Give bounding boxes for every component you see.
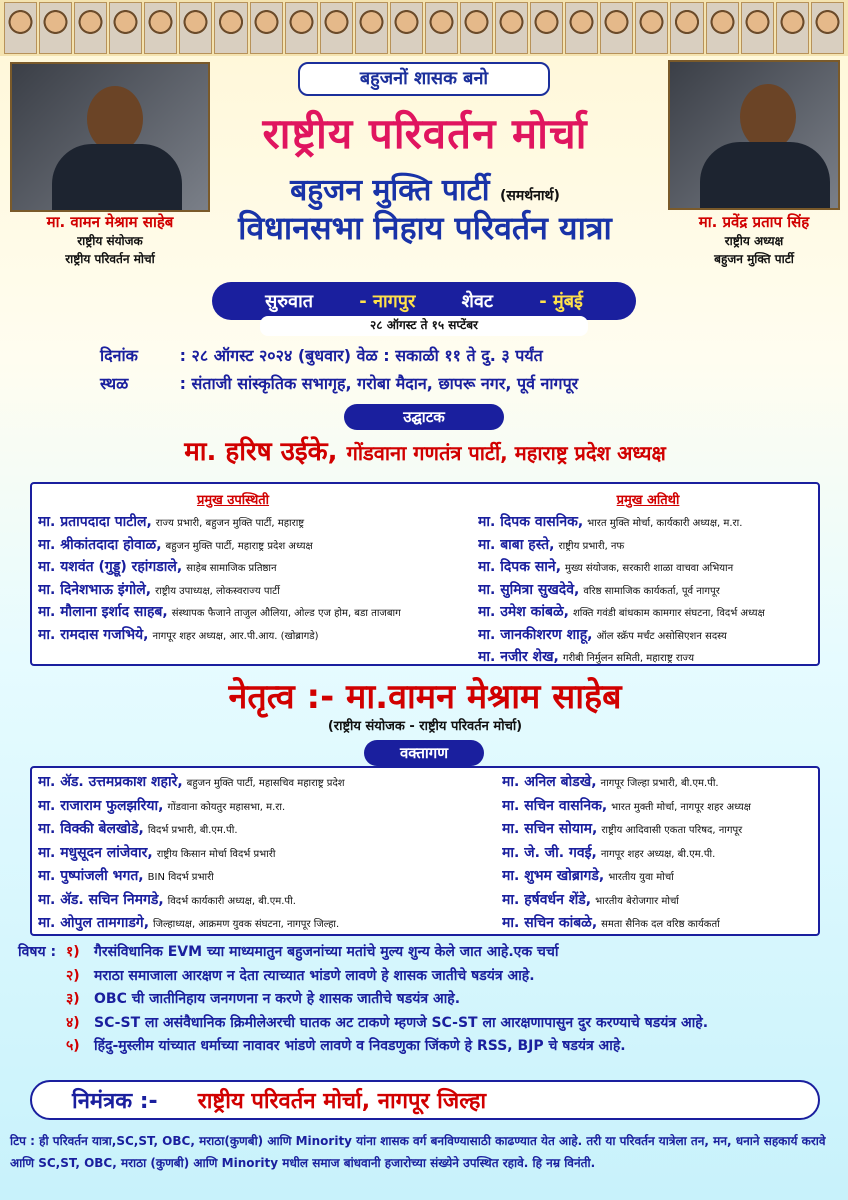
- topic-item: [18, 1011, 838, 1035]
- person-name: मा. सचिन सोयाम,: [502, 821, 598, 837]
- venue-label: स्थळ: [100, 374, 129, 393]
- portrait-thumbnail: [109, 2, 142, 54]
- topic-number: १): [66, 944, 80, 961]
- person-designation: मुख्य संयोजक, सरकारी शाळा वाचवा अभियान: [565, 563, 734, 574]
- yatra-title: विधानसभा निहाय परिवर्तन यात्रा: [238, 209, 612, 247]
- topic-text: मराठा समाजाला आरक्षण न देता त्याच्यात भांडणे लावणे हे शासक जातीचे षडयंत्र आहे.: [94, 967, 535, 984]
- guests-heading: प्रमुख अतिथी: [616, 493, 680, 508]
- date-line: [100, 344, 543, 366]
- topic-text: गैरसंविधानिक EVM च्या माध्यमातुन बहुजनांच्या मतांचे मुल्य शुन्य केले जात आहे.एक चर्चा: [94, 944, 559, 961]
- topic-text: SC-ST ला असंवैधानिक क्रिमीलेअरची घातक अट टाकणे म्हणजे SC-ST ला आरक्षणापासुन दुर करण्याचे षडयंत्र आहे.: [94, 1014, 709, 1031]
- person-designation: राष्ट्रीय आदिवासी एकता परिषद, नागपूर: [601, 825, 743, 836]
- route-start-label: सुरुवात: [265, 291, 313, 312]
- right-leader-photo: [668, 60, 840, 210]
- right-leader-caption: [660, 212, 848, 268]
- list-item: [38, 580, 428, 603]
- list-item: [502, 913, 818, 937]
- list-item: [38, 557, 428, 580]
- speakers-left-column: [38, 772, 428, 937]
- slogan-banner: बहुजनों शासक बनो: [298, 62, 550, 96]
- list-item: [38, 772, 428, 796]
- person-name: मा. सुमित्रा सुखदेवे,: [478, 581, 580, 598]
- person-designation: समता सैनिक दल वरिष्ठ कार्यकर्ता: [601, 919, 720, 930]
- person-name: मा. यशवंत (गुड्डू) रहांगडाले,: [38, 559, 183, 575]
- list-item: [38, 625, 428, 648]
- person-designation: BIN विदर्भ प्रभारी: [147, 872, 214, 883]
- route-end: - मुंबई: [539, 291, 583, 312]
- leadership-role: (राष्ट्रीय संयोजक - राष्ट्रीय परिवर्तन मोर्चा): [327, 719, 523, 734]
- person-designation: ऑल स्क्रॅप मर्चंट असोसिएशन सदस्य: [596, 630, 727, 642]
- portrait-thumbnail: [565, 2, 598, 54]
- topic-number: ५): [66, 1038, 80, 1055]
- topic-text: हिंदु-मुस्लीम यांच्यात धर्माच्या नावावर भांडणे लावणे व निवडणुका जिंकणे हे RSS, BJP चे षडयंत्र आहे.: [94, 1038, 626, 1055]
- list-item: [478, 580, 818, 603]
- speakers-badge: वक्तागण: [364, 740, 484, 766]
- person-designation: नागपूर शहर अध्यक्ष, आर.पी.आय. (खोब्रागडे): [152, 630, 319, 642]
- speakers-box: [30, 766, 820, 936]
- person-name: मा. हर्षवर्धन शेंडे,: [502, 891, 592, 908]
- guests-column: [478, 490, 818, 670]
- left-leader-name: मा. वामन मेश्राम साहेब: [46, 213, 174, 231]
- leadership-line: नेतृत्व :- मा.वामन मेश्राम साहेब: [228, 677, 622, 717]
- person-name: मा. श्रीकांतदादा होवाळ,: [38, 536, 162, 553]
- portrait-thumbnail: [811, 2, 844, 54]
- person-designation: वरिष्ठ सामाजिक कार्यकर्ता, पूर्व नागपूर: [583, 585, 720, 597]
- portrait-thumbnail: [425, 2, 458, 54]
- topic-item: [18, 940, 838, 964]
- person-name: मा. अनिल बोडखे,: [502, 774, 597, 790]
- person-name: मा. पुष्पांजली भगत,: [38, 868, 144, 884]
- speakers-right-column: [502, 772, 818, 937]
- route-banner: [212, 282, 636, 320]
- list-item: [502, 866, 818, 890]
- inaugurator-detail: गोंडवाना गणतंत्र पार्टी, महाराष्ट्र प्रदेश अध्यक्ष: [346, 441, 666, 465]
- person-designation: गोंडवाना कोयतुर महासभा, म.रा.: [167, 801, 286, 813]
- venue-line: [100, 372, 578, 394]
- guests-list: [478, 512, 818, 670]
- list-item: [38, 913, 428, 937]
- main-title: राष्ट्रीय परिवर्तन मोर्चा: [262, 109, 588, 158]
- date-label: दिनांक: [100, 346, 138, 365]
- person-designation: भारतीय युवा मोर्चा: [608, 872, 674, 883]
- person-name: मा. जे. जी. गवई,: [502, 844, 597, 861]
- route-dates: २८ ऑगस्ट ते १५ सप्टेंबर: [260, 316, 588, 336]
- left-leader-role1: राष्ट्रीय संयोजक: [77, 234, 143, 248]
- person-designation: गरीबी निर्मुलन समिती, महाराष्ट्र राज्य: [562, 653, 695, 664]
- list-item: [38, 602, 428, 625]
- right-leader-name: मा. प्रवेंद्र प्रताप सिंह: [698, 213, 810, 231]
- person-designation: भारत मुक्ती मोर्चा, नागपूर शहर अध्यक्ष: [611, 801, 751, 813]
- portrait-thumbnail: [250, 2, 283, 54]
- list-item: [38, 796, 428, 820]
- list-item: [38, 512, 428, 535]
- portrait-thumbnail: [600, 2, 633, 54]
- list-item: [502, 819, 818, 843]
- person-name: मा. सचिन कांबळे,: [502, 915, 598, 931]
- person-name: मा. नजीर शेख,: [478, 649, 559, 665]
- list-item: [38, 843, 428, 867]
- portrait-thumbnail: [530, 2, 563, 54]
- left-leader-role2: राष्ट्रीय परिवर्तन मोर्चा: [65, 252, 155, 266]
- topics-list: [18, 940, 838, 1058]
- person-name: मा. रामदास गजभिये,: [38, 626, 149, 643]
- footer-note: टिप : ही परिवर्तन यात्रा,SC,ST, OBC, मराठा(कुणबी) आणि Minority यांना शासक वर्ग बनविण्यासाठी काढण्यात येत आहे. तरी या परिवर्तन यात्रेला तन, मन, धनाने सहकार्य करावे आणि SC,ST, OBC, मराठा (कुणबी) आणि Minority मधील समाज बांधवानी हजारोच्या संख्येने उपस्थित रहावे. हि नम्र विनंती.: [10, 1134, 826, 1170]
- portrait-thumbnail: [460, 2, 493, 54]
- inaugurator-badge: उद्घाटक: [344, 404, 504, 430]
- person-name: मा. प्रतापदादा पाटील,: [38, 514, 152, 530]
- list-item: [478, 625, 818, 648]
- person-name: मा. मौलाना इर्शाद साहब,: [38, 604, 168, 620]
- portrait-thumbnail: [495, 2, 528, 54]
- portrait-thumbnail: [144, 2, 177, 54]
- topic-item: [18, 1034, 838, 1058]
- portrait-thumbnail: [4, 2, 37, 54]
- torso-shape: [700, 142, 830, 210]
- person-designation: राष्ट्रीय उपाध्यक्ष, लोकस्वराज्य पार्टी: [155, 585, 280, 597]
- portrait-thumbnail: [741, 2, 774, 54]
- portrait-thumbnail: [39, 2, 72, 54]
- nimantrak-value: राष्ट्रीय परिवर्तन मोर्चा, नागपूर जिल्हा: [197, 1089, 487, 1114]
- person-name: मा. ॲड. सचिन निमगडे,: [38, 891, 164, 908]
- person-designation: बहुजन मुक्ति पार्टी, महासचिव महाराष्ट्र प्रदेश: [186, 778, 345, 789]
- list-item: [478, 647, 818, 670]
- portrait-thumbnail: [390, 2, 423, 54]
- person-designation: संस्थापक फैजाने ताजुल औलिया, ओल्ड एज होम, बडा ताजबाग: [171, 608, 401, 619]
- inaugurator-line: [30, 432, 820, 468]
- list-item: [478, 557, 818, 580]
- list-item: [38, 535, 428, 558]
- person-name: मा. दिपक साने,: [478, 559, 562, 575]
- list-item: [38, 819, 428, 843]
- list-item: [478, 512, 818, 535]
- list-item: [38, 866, 428, 890]
- nimantrak-banner: [30, 1080, 820, 1120]
- person-designation: शक्ति गवंडी बांधकाम कामगार संघटना, विदर्भ अध्यक्ष: [572, 608, 765, 619]
- person-designation: बहुजन मुक्ति पार्टी, महाराष्ट्र प्रदेश अध्यक्ष: [165, 540, 313, 552]
- portrait-thumbnail: [179, 2, 212, 54]
- inaugurator-name: मा. हरिष उईके,: [184, 437, 338, 467]
- portrait-strip: [0, 0, 848, 56]
- date-value: : २८ ऑगस्ट २०२४ (बुधवार) वेळ : सकाळी ११ ते दु. ३ पर्यंत: [179, 346, 543, 365]
- head-shape: [87, 86, 143, 152]
- person-designation: राष्ट्रीय प्रभारी, नफ: [558, 540, 625, 552]
- route-start: - नागपुर: [359, 291, 416, 312]
- person-name: मा. जानकीशरण शाहू,: [478, 626, 593, 643]
- list-item: [502, 890, 818, 914]
- support-note: (समर्थनार्थ): [499, 188, 560, 204]
- head-shape: [740, 84, 796, 150]
- portrait-thumbnail: [320, 2, 353, 54]
- person-designation: राज्य प्रभारी, बहुजन मुक्ति पार्टी, महाराष्ट्र: [155, 518, 305, 529]
- person-name: मा. उमेश कांबळे,: [478, 604, 569, 620]
- presence-column: [38, 490, 428, 647]
- person-name: मा. विक्की बेलखोडे,: [38, 821, 144, 837]
- guests-box: [30, 482, 820, 666]
- portrait-thumbnail: [285, 2, 318, 54]
- presence-heading: प्रमुख उपस्थिती: [196, 493, 270, 508]
- person-name: मा. सचिन वासनिक,: [502, 797, 608, 814]
- person-designation: विदर्भ प्रभारी, बी.एम.पी.: [147, 825, 238, 836]
- list-item: [502, 843, 818, 867]
- person-name: मा. दिपक वासनिक,: [478, 514, 584, 530]
- person-name: मा. बाबा हस्ते,: [478, 536, 555, 553]
- portrait-thumbnail: [635, 2, 668, 54]
- portrait-thumbnail: [670, 2, 703, 54]
- portrait-thumbnail: [776, 2, 809, 54]
- list-item: [38, 890, 428, 914]
- person-designation: भारतीय बेरोजगार मोर्चा: [595, 895, 679, 907]
- person-designation: नागपूर जिल्हा प्रभारी, बी.एम.पी.: [600, 778, 719, 789]
- portrait-thumbnail: [355, 2, 388, 54]
- list-item: [502, 796, 818, 820]
- person-designation: विदर्भ कार्यकारी अध्यक्ष, बी.एम.पी.: [167, 895, 296, 907]
- topic-label: विषय :: [18, 944, 57, 961]
- person-designation: नागपूर शहर अध्यक्ष, बी.एम.पी.: [600, 848, 716, 860]
- portrait-thumbnail: [74, 2, 107, 54]
- topic-text: OBC ची जातीनिहाय जनगणना न करणे हे शासक जातीचे षडयंत्र आहे.: [94, 991, 461, 1008]
- person-designation: भारत मुक्ति मोर्चा, कार्यकारी अध्यक्ष, म.रा.: [587, 518, 743, 529]
- route-end-label: शेवट: [461, 291, 493, 312]
- person-name: मा. मधुसूदन लांजेवार,: [38, 844, 153, 861]
- right-leader-role1: राष्ट्रीय अध्यक्ष: [724, 234, 784, 248]
- person-designation: राष्ट्रीय किसान मोर्चा विदर्भ प्रभारी: [156, 848, 276, 860]
- topic-number: ४): [66, 1014, 80, 1031]
- person-name: मा. शुभम खोब्रागडे,: [502, 868, 605, 884]
- venue-value: : संताजी सांस्कृतिक सभागृह, गरोबा मैदान, छापरू नगर, पूर्व नागपूर: [179, 374, 579, 393]
- portrait-thumbnail: [214, 2, 247, 54]
- list-item: [478, 602, 818, 625]
- presence-list: [38, 512, 428, 647]
- list-item: [502, 772, 818, 796]
- party-title: [225, 168, 625, 209]
- list-item: [478, 535, 818, 558]
- person-designation: साहेब सामाजिक प्रतिष्ठान: [186, 563, 277, 574]
- person-name: मा. राजाराम फुलझरिया,: [38, 797, 164, 814]
- right-leader-role2: बहुजन मुक्ति पार्टी: [714, 252, 794, 266]
- topic-item: [18, 964, 838, 988]
- person-name: मा. ॲड. उत्तमप्रकाश शहारे,: [38, 774, 183, 790]
- person-name: मा. दिनेशभाऊ इंगोले,: [38, 581, 152, 598]
- person-name: मा. ओपुल तामगाडगे,: [38, 915, 150, 931]
- person-designation: जिल्हाध्यक्ष, आक्रमण युवक संघटना, नागपूर जिल्हा.: [153, 919, 340, 930]
- party-name: बहुजन मुक्ति पार्टी: [290, 173, 490, 208]
- portrait-thumbnail: [706, 2, 739, 54]
- topic-item: [18, 987, 838, 1011]
- topic-number: २): [66, 967, 80, 984]
- nimantrak-label: निमंत्रक :-: [72, 1089, 158, 1114]
- topic-number: ३): [66, 991, 80, 1008]
